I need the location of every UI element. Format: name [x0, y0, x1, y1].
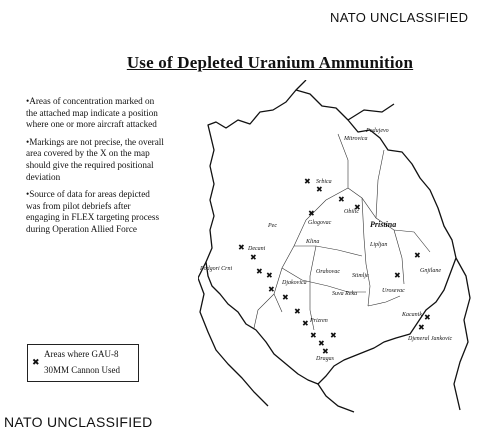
town-mitrovica: Mitrovica	[344, 136, 368, 142]
town-lipljan: Lipljan	[370, 242, 388, 248]
eastern-border	[454, 258, 470, 410]
legend-line-2: 30MM Cannon Used	[44, 365, 120, 375]
strike-marker-5: ✖	[308, 209, 315, 218]
town-suva-reka: Suva Reka	[332, 291, 358, 297]
town-srbica: Srbica	[316, 179, 332, 185]
map-legend	[27, 344, 139, 382]
strike-marker-21: ✖	[424, 313, 431, 322]
town-pristina: Pristina	[370, 220, 397, 229]
town-dragas: Dragas	[316, 356, 335, 362]
town-kacanik: Kacanik	[402, 312, 422, 318]
town-djakovica: Djakovica	[282, 280, 307, 286]
town-prizren: Prizren	[310, 318, 328, 324]
strike-marker-18: ✖	[394, 271, 401, 280]
town-orahovac: Orahovac	[316, 269, 340, 275]
note-3: •Source of data for areas depicted was from pilot debriefs after engaging in FLEX targeting process during Operation Allied Force	[26, 189, 160, 234]
classification-top: NATO UNCLASSIFIED	[330, 10, 469, 25]
page-title: Use of Depleted Uranium Ammunition	[126, 53, 414, 72]
strike-marker-10: ✖	[268, 285, 275, 294]
legend-line-1: Areas where GAU-8	[44, 349, 119, 359]
strike-marker-2: ✖	[316, 185, 323, 194]
town-obilic: Obilic	[344, 209, 359, 215]
strike-marker-6: ✖	[238, 243, 245, 252]
strike-marker-17: ✖	[330, 331, 337, 340]
classification-bottom: NATO UNCLASSIFIED	[4, 414, 153, 430]
albania-border	[198, 262, 268, 406]
town-pec: Pec	[268, 223, 277, 229]
strike-marker-9: ✖	[266, 271, 273, 280]
strike-marker-3: ✖	[338, 195, 345, 204]
strike-marker-20: ✖	[418, 323, 425, 332]
southern-border	[318, 384, 354, 412]
town-podgori-crni: Podgori Crni	[200, 266, 233, 272]
strike-marker-19: ✖	[414, 251, 421, 260]
road-network	[254, 134, 430, 330]
note-1: •Areas of concentration marked on the attached map indicate a position where one or more aircraft attacked	[26, 96, 158, 130]
strike-marker-12: ✖	[294, 307, 301, 316]
strike-marker-11: ✖	[282, 293, 289, 302]
strike-marker-13: ✖	[302, 319, 309, 328]
strike-marker-1: ✖	[304, 177, 311, 186]
strike-marker-16: ✖	[322, 347, 329, 356]
strike-marker-4: ✖	[354, 203, 361, 212]
town-stimlje: Stimlje	[352, 273, 369, 279]
note-2: •Markings are not precise, the overall area covered by the X on the map should give the required positional deviation	[26, 136, 164, 182]
strike-marker-14: ✖	[310, 331, 317, 340]
town-glogovac: Glogovac	[308, 220, 332, 226]
town-podujevo: Podujevo	[366, 128, 389, 134]
strike-marker-15: ✖	[318, 339, 325, 348]
town-gnjilane: Gnjilane	[420, 268, 441, 274]
legend-strike-icon: ✖	[32, 358, 40, 368]
town-klina: Klina	[306, 239, 320, 245]
town-djeneral-jankovic: Djeneral Jankovic	[408, 336, 453, 342]
northern-border	[296, 80, 394, 120]
strike-marker-8: ✖	[256, 267, 263, 276]
town-decani: Decani	[248, 246, 266, 252]
kosovo-map	[198, 80, 472, 420]
town-urosevac: Urosevac	[382, 288, 405, 294]
strike-marker-7: ✖	[250, 253, 257, 262]
notes-panel	[26, 96, 166, 242]
